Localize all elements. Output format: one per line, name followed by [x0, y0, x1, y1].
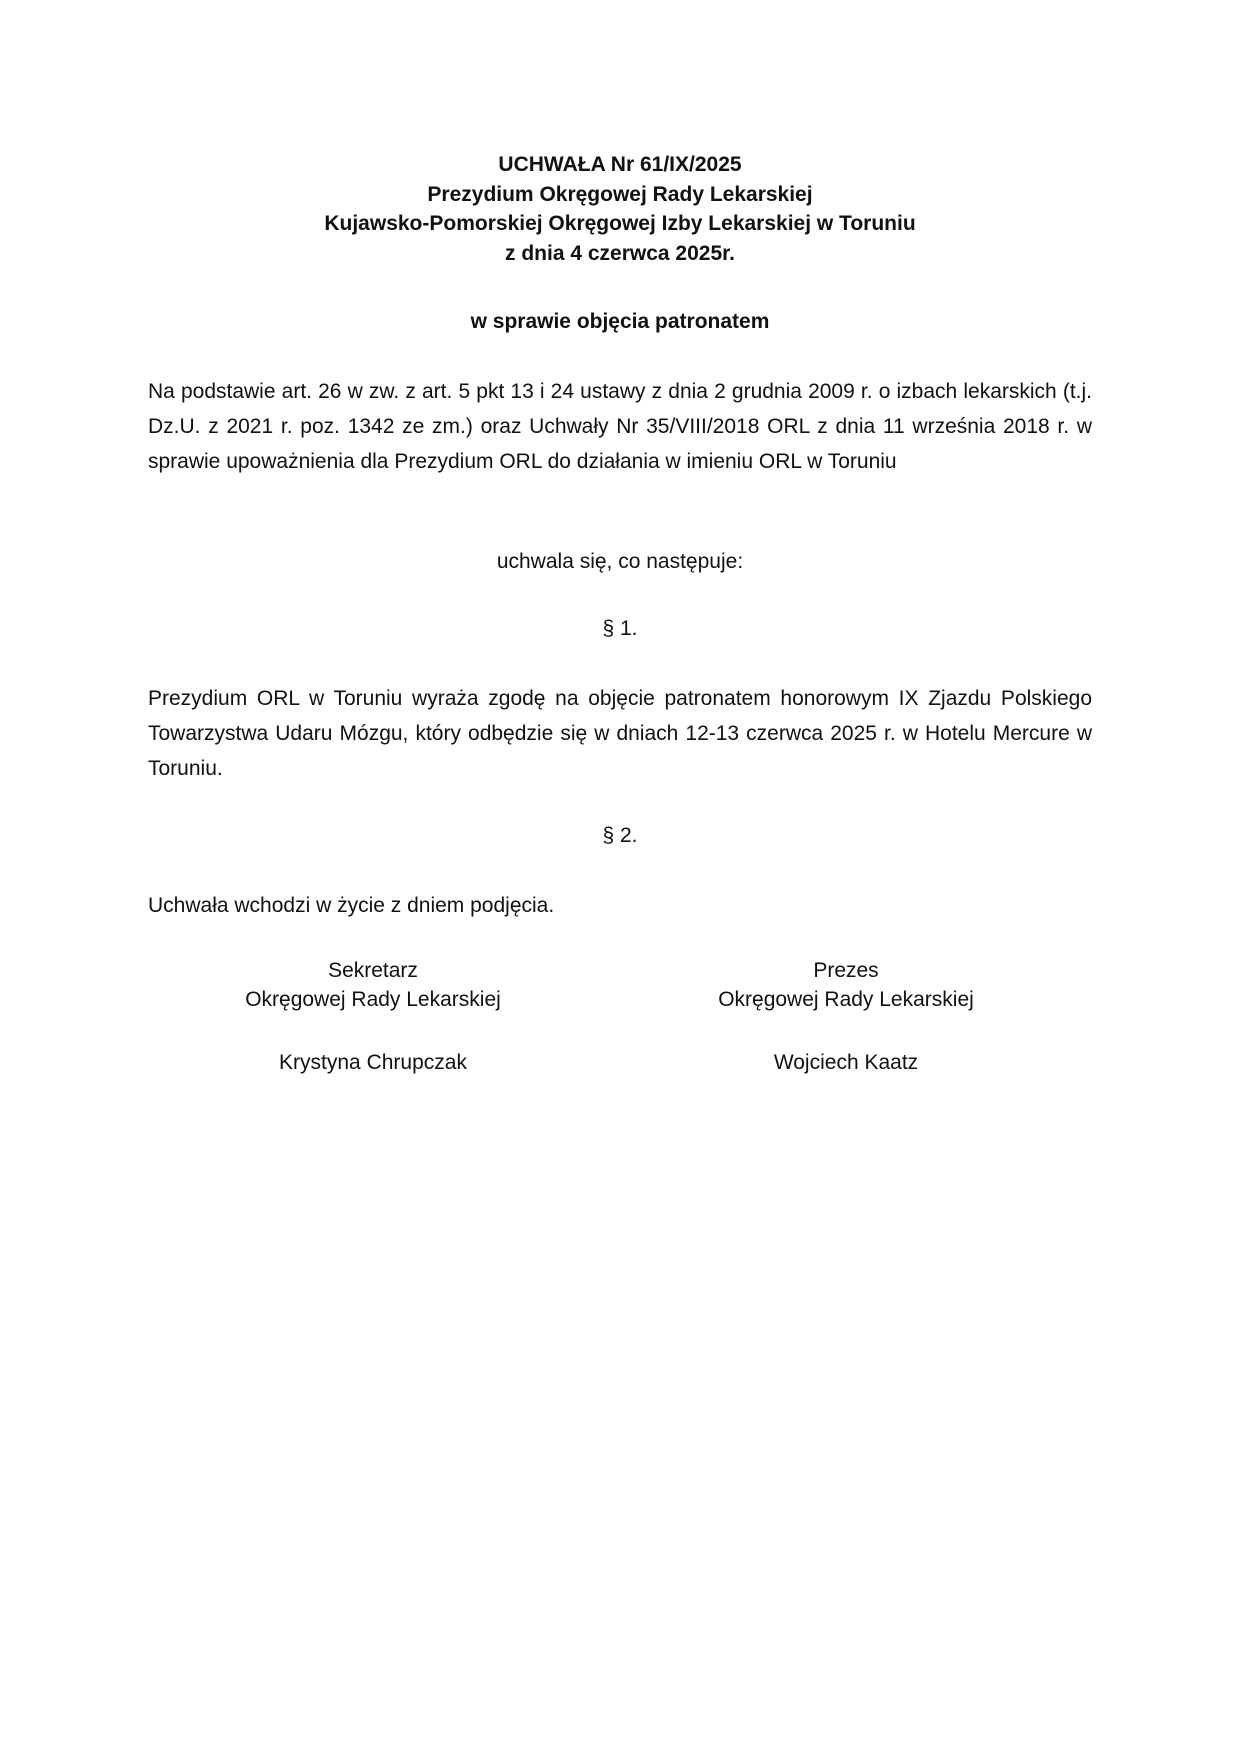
- issuing-body: Prezydium Okręgowej Rady Lekarskiej: [427, 182, 813, 206]
- signature-body: Okręgowej Rady Lekarskiej: [245, 988, 501, 1011]
- signature-secretary: [163, 956, 583, 1077]
- resolution-subject: w sprawie objęcia patronatem: [470, 310, 770, 333]
- section-1-label: § 1.: [602, 617, 638, 640]
- resolution-date: z dnia 4 czerwca 2025r.: [505, 241, 735, 265]
- section-2-text: Uchwała wchodzi w życie z dniem podjęcia.: [148, 894, 555, 917]
- legal-basis-paragraph: Na podstawie art. 26 w zw. z art. 5 pkt 13 i 24 ustawy z dnia 2 grudnia 2009 r. o izbach lekarskich (t.j. Dz.U. z 2021 r. poz. 1342 ze zm.) oraz Uchwały Nr 35/VIII/2018 ORL z dnia 11 września 2018 r. w sprawie upoważnienia dla Prezydium ORL do działania w imieniu ORL w Toruniu: [148, 380, 1092, 473]
- section-1-text: Prezydium ORL w Toruniu wyraża zgodę na objęcie patronatem honorowym IX Zjazdu Polskiego Towarzystwa Udaru Mózgu, który odbędzie się w dniach 12-13 czerwca 2025 r. w Hotelu Mercure w Toruniu.: [148, 687, 1092, 780]
- signature-role: Sekretarz: [328, 959, 418, 982]
- section-2-label: § 2.: [602, 824, 638, 847]
- signature-name: Krystyna Chrupczak: [279, 1051, 467, 1074]
- signature-block: [148, 956, 1092, 1096]
- chamber-name: Kujawsko-Pomorskiej Okręgowej Izby Lekarskiej w Toruniu: [324, 212, 916, 235]
- resolution-number: UCHWAŁA Nr 61/IX/2025: [498, 153, 742, 176]
- signature-name: Wojciech Kaatz: [773, 1051, 919, 1074]
- signature-president: [636, 956, 1056, 1077]
- resolution-heading: [148, 150, 1092, 268]
- resolves-clause: uchwala się, co następuje:: [496, 550, 744, 573]
- signature-body: Okręgowej Rady Lekarskiej: [718, 988, 974, 1011]
- signature-role: Prezes: [813, 959, 879, 982]
